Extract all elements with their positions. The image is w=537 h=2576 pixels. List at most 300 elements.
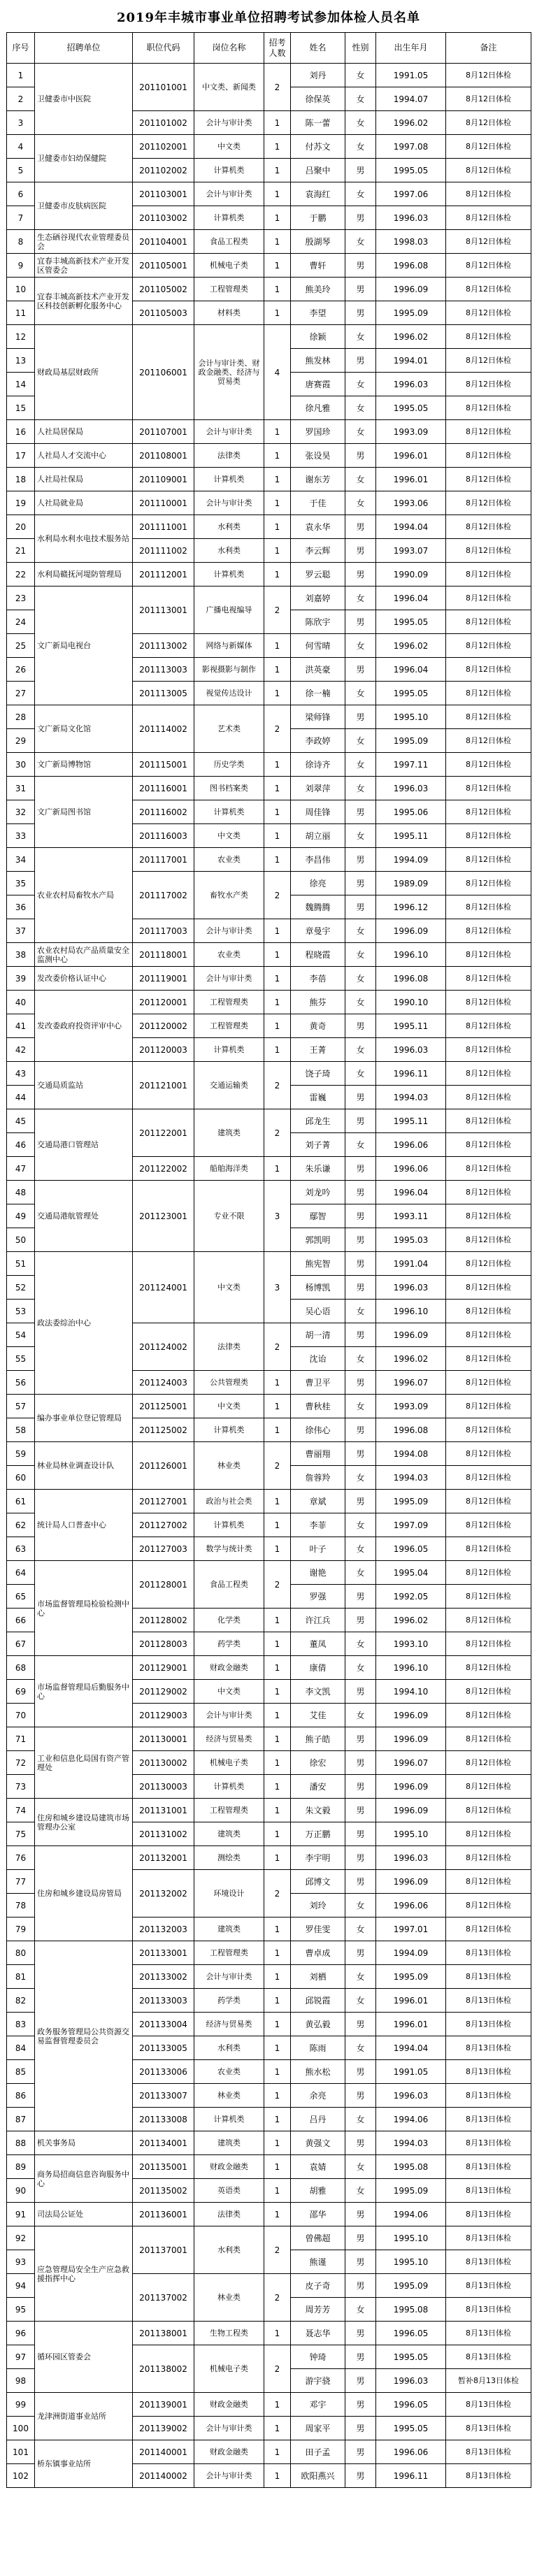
- cell-sex: 男: [345, 2203, 376, 2226]
- cell-person-name: 徐凡雅: [291, 396, 345, 420]
- cell-recruit-count: 1: [264, 159, 291, 182]
- cell-person-name: 鄢智: [291, 1204, 345, 1228]
- cell-unit: 工业和信息化局国有资产管理处: [35, 1727, 133, 1799]
- cell-person-name: 徐宏: [291, 1751, 345, 1775]
- cell-post-name: 经济与贸易类: [194, 1727, 264, 1751]
- cell-note: 8月12日体检: [446, 1204, 531, 1228]
- cell-note: 8月12日体检: [446, 1561, 531, 1585]
- cell-position-code: 201132002: [133, 1870, 194, 1917]
- cell-sex: 男: [345, 705, 376, 729]
- cell-note: 8月13日体检: [446, 1941, 531, 1965]
- cell-recruit-count: 1: [264, 2203, 291, 2226]
- cell-unit: 住房和城乡建设局房管局: [35, 1846, 133, 1941]
- cell-unit: 交通局质监站: [35, 1062, 133, 1109]
- cell-recruit-count: 1: [264, 301, 291, 325]
- cell-birth: 1995.09: [376, 1965, 446, 1989]
- cell-person-name: 潘安: [291, 1775, 345, 1799]
- cell-position-code: 201133007: [133, 2084, 194, 2108]
- cell-person-name: 许江兵: [291, 1609, 345, 1632]
- cell-post-name: 药学类: [194, 1632, 264, 1656]
- cell-sex: 女: [345, 1894, 376, 1917]
- cell-position-code: 201133001: [133, 1941, 194, 1965]
- cell-birth: 1996.09: [376, 1870, 446, 1894]
- cell-post-name: 林业类: [194, 2274, 264, 2322]
- cell-position-code: 201138001: [133, 2322, 194, 2345]
- cell-person-name: 徐亮: [291, 872, 345, 895]
- cell-post-name: 网络与新媒体: [194, 634, 264, 658]
- cell-person-name: 詹蓉羚: [291, 1466, 345, 1490]
- cell-serial: 84: [7, 2036, 35, 2060]
- cell-serial: 90: [7, 2179, 35, 2203]
- cell-sex: 女: [345, 587, 376, 610]
- cell-birth: 1993.06: [376, 491, 446, 515]
- cell-sex: 女: [345, 967, 376, 991]
- cell-serial: 57: [7, 1395, 35, 1418]
- cell-position-code: 201112001: [133, 563, 194, 587]
- cell-serial: 70: [7, 1704, 35, 1727]
- cell-position-code: 201133004: [133, 2013, 194, 2036]
- cell-note: 8月12日体检: [446, 943, 531, 967]
- cell-sex: 男: [345, 2226, 376, 2250]
- cell-birth: 1995.10: [376, 2226, 446, 2250]
- cell-recruit-count: 1: [264, 2393, 291, 2417]
- cell-note: 8月12日体检: [446, 848, 531, 872]
- cell-birth: 1994.09: [376, 1941, 446, 1965]
- cell-post-name: 图书档案类: [194, 777, 264, 800]
- cell-serial: 20: [7, 515, 35, 539]
- table-row: [7, 278, 531, 301]
- cell-recruit-count: 1: [264, 206, 291, 230]
- cell-post-name: 机械电子类: [194, 1751, 264, 1775]
- cell-person-name: 刘栖: [291, 1965, 345, 1989]
- cell-birth: 1997.09: [376, 1513, 446, 1537]
- cell-recruit-count: 1: [264, 1799, 291, 1822]
- cell-sex: 女: [345, 1989, 376, 2013]
- cell-serial: 91: [7, 2203, 35, 2226]
- cell-sex: 女: [345, 2298, 376, 2322]
- cell-position-code: 201107001: [133, 420, 194, 444]
- cell-person-name: 罗国珍: [291, 420, 345, 444]
- cell-recruit-count: 2: [264, 2345, 291, 2393]
- cell-recruit-count: 1: [264, 563, 291, 587]
- table-row: [7, 2440, 531, 2464]
- cell-birth: 1997.11: [376, 753, 446, 777]
- cell-sex: 男: [345, 2060, 376, 2084]
- cell-serial: 64: [7, 1561, 35, 1585]
- cell-recruit-count: 2: [264, 1062, 291, 1109]
- cell-serial: 23: [7, 587, 35, 610]
- cell-person-name: 周佳锋: [291, 800, 345, 824]
- cell-person-name: 李昌伟: [291, 848, 345, 872]
- cell-recruit-count: 1: [264, 943, 291, 967]
- cell-sex: 男: [345, 254, 376, 278]
- cell-serial: 61: [7, 1490, 35, 1513]
- table-row: [7, 1490, 531, 1513]
- cell-person-name: 艾佳: [291, 1704, 345, 1727]
- cell-post-name: 食品工程类: [194, 230, 264, 254]
- cell-post-name: 农业类: [194, 2060, 264, 2084]
- cell-person-name: 刘嘉婷: [291, 587, 345, 610]
- cell-sex: 男: [345, 278, 376, 301]
- cell-birth: 1995.04: [376, 1561, 446, 1585]
- cell-birth: 1990.09: [376, 563, 446, 587]
- cell-sex: 女: [345, 135, 376, 159]
- cell-sex: 男: [345, 1014, 376, 1038]
- cell-position-code: 201104001: [133, 230, 194, 254]
- cell-serial: 33: [7, 824, 35, 848]
- cell-sex: 女: [345, 2155, 376, 2179]
- cell-post-name: 英语类: [194, 2179, 264, 2203]
- cell-birth: 1995.10: [376, 2250, 446, 2274]
- cell-recruit-count: 1: [264, 1609, 291, 1632]
- cell-person-name: 徐一楠: [291, 682, 345, 705]
- cell-post-name: 视觉传达设计: [194, 682, 264, 705]
- cell-person-name: 陈雨: [291, 2036, 345, 2060]
- cell-birth: 1995.06: [376, 800, 446, 824]
- cell-recruit-count: 1: [264, 1632, 291, 1656]
- cell-note: 8月12日体检: [446, 468, 531, 491]
- cell-serial: 79: [7, 1917, 35, 1941]
- cell-position-code: 201129003: [133, 1704, 194, 1727]
- cell-sex: 男: [345, 610, 376, 634]
- cell-unit: 水利局水利水电技术服务站: [35, 515, 133, 563]
- cell-recruit-count: 1: [264, 967, 291, 991]
- cell-unit: 农业农村局农产品质量安全监测中心: [35, 943, 133, 967]
- cell-position-code: 201113003: [133, 658, 194, 682]
- cell-person-name: 邱博文: [291, 1870, 345, 1894]
- cell-unit: 林业局林业调查设计队: [35, 1442, 133, 1490]
- header-unit: 招聘单位: [35, 33, 133, 64]
- cell-birth: 1996.10: [376, 1656, 446, 1680]
- cell-recruit-count: 3: [264, 1181, 291, 1252]
- cell-post-name: 计算机类: [194, 563, 264, 587]
- cell-person-name: 刘丹: [291, 64, 345, 87]
- cell-position-code: 201102002: [133, 159, 194, 182]
- cell-birth: 1994.01: [376, 349, 446, 373]
- cell-birth: 1996.09: [376, 1775, 446, 1799]
- cell-position-code: 201119001: [133, 967, 194, 991]
- cell-recruit-count: 1: [264, 2108, 291, 2131]
- table-body: [7, 64, 531, 2488]
- cell-person-name: 熊芬: [291, 991, 345, 1014]
- cell-serial: 37: [7, 919, 35, 943]
- table-row: [7, 848, 531, 872]
- header-post: 岗位名称: [194, 33, 264, 64]
- cell-post-name: 交通运输类: [194, 1062, 264, 1109]
- cell-serial: 15: [7, 396, 35, 420]
- cell-post-name: 会计与审计类: [194, 2417, 264, 2440]
- cell-birth: 1996.09: [376, 278, 446, 301]
- cell-recruit-count: 1: [264, 1418, 291, 1442]
- cell-serial: 21: [7, 539, 35, 563]
- header-count: 招考人数: [264, 33, 291, 64]
- cell-recruit-count: 1: [264, 111, 291, 135]
- cell-unit: 发改委政府投资评审中心: [35, 991, 133, 1062]
- cell-post-name: 建筑类: [194, 1917, 264, 1941]
- cell-birth: 1996.09: [376, 1323, 446, 1347]
- cell-note: 8月13日体检: [446, 2345, 531, 2369]
- cell-note: 8月12日体检: [446, 634, 531, 658]
- cell-position-code: 201116002: [133, 800, 194, 824]
- cell-serial: 73: [7, 1775, 35, 1799]
- cell-sex: 男: [345, 1941, 376, 1965]
- cell-birth: 1995.10: [376, 1822, 446, 1846]
- cell-unit: 发改委价格认证中心: [35, 967, 133, 991]
- cell-post-name: 水利类: [194, 515, 264, 539]
- cell-person-name: 程晓霞: [291, 943, 345, 967]
- cell-sex: 女: [345, 824, 376, 848]
- cell-post-name: 计算机类: [194, 1038, 264, 1062]
- cell-sex: 男: [345, 848, 376, 872]
- cell-post-name: 工程管理类: [194, 991, 264, 1014]
- table-row: [7, 2131, 531, 2155]
- cell-person-name: 李政婷: [291, 729, 345, 753]
- cell-serial: 14: [7, 373, 35, 396]
- cell-sex: 男: [345, 1109, 376, 1133]
- cell-serial: 26: [7, 658, 35, 682]
- cell-recruit-count: 1: [264, 658, 291, 682]
- cell-sex: 男: [345, 1323, 376, 1347]
- cell-note: 8月13日体检: [446, 2322, 531, 2345]
- cell-position-code: 201137001: [133, 2226, 194, 2274]
- table-row: [7, 420, 531, 444]
- cell-position-code: 201137002: [133, 2274, 194, 2322]
- cell-birth: 1996.01: [376, 1989, 446, 2013]
- cell-post-name: 计算机类: [194, 206, 264, 230]
- cell-note: 8月12日体检: [446, 563, 531, 587]
- table-row: [7, 1846, 531, 1870]
- cell-serial: 60: [7, 1466, 35, 1490]
- cell-note: 8月13日体检: [446, 2464, 531, 2488]
- cell-position-code: 201133003: [133, 1989, 194, 2013]
- cell-note: 8月12日体检: [446, 301, 531, 325]
- cell-serial: 58: [7, 1418, 35, 1442]
- cell-sex: 男: [345, 539, 376, 563]
- cell-post-name: 法律类: [194, 2203, 264, 2226]
- cell-birth: 1996.09: [376, 919, 446, 943]
- cell-recruit-count: 1: [264, 278, 291, 301]
- cell-unit: 机关事务局: [35, 2131, 133, 2155]
- cell-recruit-count: 1: [264, 1656, 291, 1680]
- cell-serial: 62: [7, 1513, 35, 1537]
- cell-post-name: 机械电子类: [194, 254, 264, 278]
- cell-sex: 男: [345, 658, 376, 682]
- cell-birth: 1994.10: [376, 1680, 446, 1704]
- cell-sex: 男: [345, 1371, 376, 1395]
- cell-note: 8月12日体检: [446, 182, 531, 206]
- cell-recruit-count: 1: [264, 230, 291, 254]
- cell-note: 8月13日体检: [446, 1989, 531, 2013]
- cell-birth: 1996.03: [376, 1276, 446, 1300]
- cell-note: 8月12日体检: [446, 1109, 531, 1133]
- cell-post-name: 工程管理类: [194, 1014, 264, 1038]
- cell-note: 8月12日体检: [446, 1609, 531, 1632]
- cell-birth: 1995.05: [376, 396, 446, 420]
- cell-post-name: 财政金融类: [194, 2155, 264, 2179]
- cell-sex: 女: [345, 777, 376, 800]
- cell-serial: 47: [7, 1157, 35, 1181]
- cell-person-name: 熊美玲: [291, 278, 345, 301]
- cell-position-code: 201136001: [133, 2203, 194, 2226]
- cell-position-code: 201130001: [133, 1727, 194, 1751]
- cell-position-code: 201120003: [133, 1038, 194, 1062]
- cell-birth: 1994.09: [376, 848, 446, 872]
- cell-birth: 1993.10: [376, 1632, 446, 1656]
- cell-person-name: 余亮: [291, 2084, 345, 2108]
- cell-note: 8月12日体检: [446, 1917, 531, 1941]
- cell-position-code: 201130002: [133, 1751, 194, 1775]
- cell-unit: 农业农村局畜牧水产局: [35, 848, 133, 943]
- cell-birth: 1994.04: [376, 515, 446, 539]
- cell-serial: 2: [7, 87, 35, 111]
- cell-recruit-count: 1: [264, 1490, 291, 1513]
- table-row: [7, 1062, 531, 1086]
- cell-person-name: 熊谨: [291, 2250, 345, 2274]
- cell-serial: 97: [7, 2345, 35, 2369]
- cell-serial: 81: [7, 1965, 35, 1989]
- cell-position-code: 201128003: [133, 1632, 194, 1656]
- cell-sex: 女: [345, 1513, 376, 1537]
- cell-sex: 女: [345, 491, 376, 515]
- cell-note: 8月12日体检: [446, 1751, 531, 1775]
- cell-serial: 65: [7, 1585, 35, 1609]
- cell-post-name: 财政金融类: [194, 1656, 264, 1680]
- cell-birth: 1991.04: [376, 1252, 446, 1276]
- cell-recruit-count: 2: [264, 1109, 291, 1157]
- cell-birth: 1996.08: [376, 1418, 446, 1442]
- cell-position-code: 201135002: [133, 2179, 194, 2203]
- cell-position-code: 201124003: [133, 1371, 194, 1395]
- cell-note: 8月13日体检: [446, 2226, 531, 2250]
- cell-recruit-count: 1: [264, 2036, 291, 2060]
- cell-note: 8月13日体检: [446, 2417, 531, 2440]
- cell-birth: 1996.03: [376, 1846, 446, 1870]
- cell-birth: 1996.07: [376, 1751, 446, 1775]
- table-row: [7, 515, 531, 539]
- cell-recruit-count: 1: [264, 1727, 291, 1751]
- cell-serial: 59: [7, 1442, 35, 1466]
- cell-sex: 女: [345, 682, 376, 705]
- cell-serial: 31: [7, 777, 35, 800]
- cell-birth: 1997.01: [376, 1917, 446, 1941]
- cell-person-name: 杨博凯: [291, 1276, 345, 1300]
- cell-person-name: 梁师锋: [291, 705, 345, 729]
- cell-birth: 1995.03: [376, 1228, 446, 1252]
- cell-position-code: 201139002: [133, 2417, 194, 2440]
- cell-serial: 4: [7, 135, 35, 159]
- cell-post-name: 计算机类: [194, 468, 264, 491]
- cell-note: 8月12日体检: [446, 539, 531, 563]
- cell-person-name: 徐诗齐: [291, 753, 345, 777]
- cell-serial: 92: [7, 2226, 35, 2250]
- cell-position-code: 201121001: [133, 1062, 194, 1109]
- cell-post-name: 工程管理类: [194, 1799, 264, 1822]
- cell-recruit-count: 1: [264, 2013, 291, 2036]
- cell-recruit-count: 1: [264, 254, 291, 278]
- cell-person-name: 徐颖: [291, 325, 345, 349]
- cell-recruit-count: 2: [264, 2226, 291, 2274]
- cell-position-code: 201133008: [133, 2108, 194, 2131]
- cell-birth: 1996.03: [376, 2369, 446, 2393]
- cell-serial: 51: [7, 1252, 35, 1276]
- cell-birth: 1996.11: [376, 1062, 446, 1086]
- cell-recruit-count: 1: [264, 1989, 291, 2013]
- cell-serial: 83: [7, 2013, 35, 2036]
- cell-recruit-count: 2: [264, 64, 291, 111]
- cell-recruit-count: 1: [264, 1038, 291, 1062]
- cell-position-code: 201117001: [133, 848, 194, 872]
- cell-birth: 1995.10: [376, 705, 446, 729]
- table-row: [7, 325, 531, 349]
- cell-recruit-count: 1: [264, 682, 291, 705]
- table-row: [7, 1656, 531, 1680]
- cell-sex: 男: [345, 1609, 376, 1632]
- cell-person-name: 刘翠萍: [291, 777, 345, 800]
- cell-birth: 1996.02: [376, 634, 446, 658]
- cell-birth: 1996.02: [376, 111, 446, 135]
- cell-birth: 1996.06: [376, 1133, 446, 1157]
- cell-birth: 1996.10: [376, 1300, 446, 1323]
- cell-recruit-count: 1: [264, 2155, 291, 2179]
- cell-person-name: 邵华: [291, 2203, 345, 2226]
- cell-sex: 男: [345, 301, 376, 325]
- cell-person-name: 胡立丽: [291, 824, 345, 848]
- cell-sex: 男: [345, 2440, 376, 2464]
- cell-recruit-count: 2: [264, 2274, 291, 2322]
- cell-position-code: 201130003: [133, 1775, 194, 1799]
- cell-position-code: 201103001: [133, 182, 194, 206]
- header-code: 职位代码: [133, 33, 194, 64]
- cell-position-code: 201114002: [133, 705, 194, 753]
- cell-post-name: 数学与统计类: [194, 1537, 264, 1561]
- cell-unit: 人社局居保局: [35, 420, 133, 444]
- cell-sex: 女: [345, 1395, 376, 1418]
- cell-post-name: 会计与审计类: [194, 967, 264, 991]
- cell-note: 8月12日体检: [446, 444, 531, 468]
- cell-position-code: 201106001: [133, 325, 194, 420]
- cell-sex: 男: [345, 2250, 376, 2274]
- cell-note: 8月12日体检: [446, 1680, 531, 1704]
- cell-birth: 1995.09: [376, 301, 446, 325]
- cell-serial: 56: [7, 1371, 35, 1395]
- table-row: [7, 777, 531, 800]
- cell-position-code: 201138002: [133, 2345, 194, 2393]
- cell-recruit-count: 1: [264, 1846, 291, 1870]
- table-row: [7, 2322, 531, 2345]
- cell-note: 8月13日体检: [446, 1965, 531, 1989]
- cell-note: 8月12日体检: [446, 777, 531, 800]
- cell-note: 8月13日体检: [446, 2250, 531, 2274]
- cell-note: 8月13日体检: [446, 2393, 531, 2417]
- cell-birth: 1995.05: [376, 159, 446, 182]
- cell-note: 8月12日体检: [446, 658, 531, 682]
- cell-sex: 女: [345, 325, 376, 349]
- cell-sex: 女: [345, 2179, 376, 2203]
- cell-note: 8月12日体检: [446, 1846, 531, 1870]
- cell-serial: 71: [7, 1727, 35, 1751]
- cell-unit: 交通局港口管理站: [35, 1109, 133, 1181]
- cell-birth: 1996.01: [376, 468, 446, 491]
- cell-person-name: 王菁: [291, 1038, 345, 1062]
- cell-recruit-count: 2: [264, 1442, 291, 1490]
- cell-sex: 女: [345, 729, 376, 753]
- cell-unit: 财政局基层财政所: [35, 325, 133, 420]
- cell-sex: 男: [345, 159, 376, 182]
- cell-post-name: 测绘类: [194, 1846, 264, 1870]
- cell-birth: 1994.08: [376, 1442, 446, 1466]
- cell-sex: 女: [345, 1537, 376, 1561]
- cell-note: 8月12日体检: [446, 1038, 531, 1062]
